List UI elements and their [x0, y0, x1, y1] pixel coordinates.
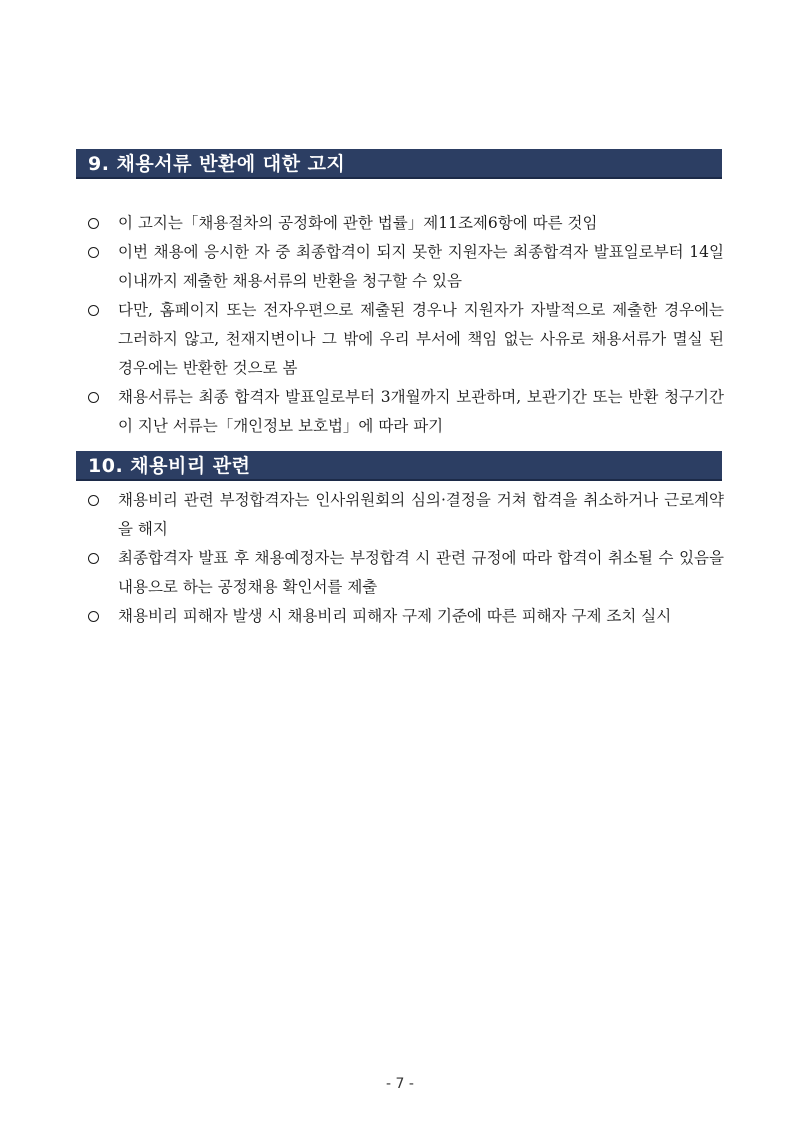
list-item: [88, 383, 724, 441]
circle-bullet-icon: [88, 247, 99, 258]
circle-bullet-icon: [88, 218, 99, 229]
section-9-title: 9. 채용서류 반환에 대한 고지: [88, 153, 346, 175]
section-10-title: 10. 채용비리 관련: [88, 455, 251, 477]
list-item: [88, 486, 724, 544]
list-item-text: 이번 채용에 응시한 자 중 최종합격이 되지 못한 지원자는 최종합격자 발표일로부터 14일 이내까지 제출한 채용서류의 반환을 청구할 수 있음: [118, 243, 724, 290]
section-9-list: [88, 209, 724, 441]
list-item: [88, 544, 724, 602]
circle-bullet-icon: [88, 611, 99, 622]
list-item: [88, 296, 724, 383]
page-number: - 7 -: [386, 1076, 414, 1092]
list-item: [88, 238, 724, 296]
circle-bullet-icon: [88, 392, 99, 403]
list-item-text: 이 고지는「채용절차의 공정화에 관한 법률」제11조제6항에 따른 것임: [118, 214, 598, 232]
list-item-text: 채용비리 피해자 발생 시 채용비리 피해자 구제 기준에 따른 피해자 구제 조치 실시: [118, 607, 672, 625]
circle-bullet-icon: [88, 305, 99, 316]
section-10-header: [76, 451, 722, 481]
list-item-text: 채용서류는 최종 합격자 발표일로부터 3개월까지 보관하며, 보관기간 또는 반환 청구기간이 지난 서류는「개인정보 보호법」에 따라 파기: [118, 388, 724, 435]
section-9-header: [76, 149, 722, 179]
list-item: [88, 209, 724, 238]
list-item: [88, 602, 724, 631]
circle-bullet-icon: [88, 495, 99, 506]
section-10-list: [88, 486, 724, 631]
circle-bullet-icon: [88, 553, 99, 564]
list-item-text: 최종합격자 발표 후 채용예정자는 부정합격 시 관련 규정에 따라 합격이 취소될 수 있음을 내용으로 하는 공정채용 확인서를 제출: [118, 549, 724, 596]
list-item-text: 다만, 홈페이지 또는 전자우편으로 제출된 경우나 지원자가 자발적으로 제출한 경우에는 그러하지 않고, 천재지변이나 그 밖에 우리 부서에 책임 없는 사유로 채용서류가 멸실 된 경우에는 반환한 것으로 봄: [118, 301, 724, 377]
list-item-text: 채용비리 관련 부정합격자는 인사위원회의 심의·결정을 거쳐 합격을 취소하거나 근로계약을 해지: [118, 491, 724, 538]
